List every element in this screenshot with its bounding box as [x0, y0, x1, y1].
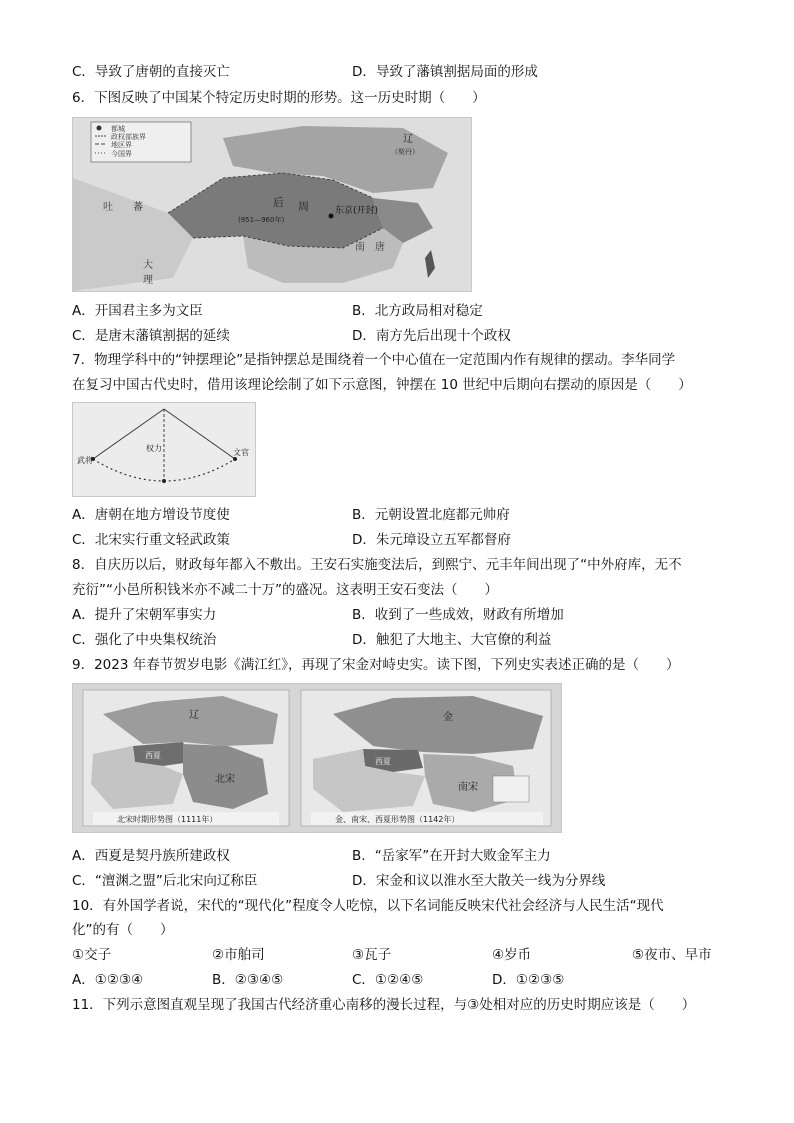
q8-option-d: D．触犯了大地主、大官僚的利益 [352, 632, 552, 648]
q6-label-khitan: （契丹） [391, 148, 419, 156]
q6-option-b: B．北方政局相对稳定 [352, 303, 483, 319]
q9-map2-label-nansong: 南宋 [458, 782, 478, 793]
q6-stem: 6．下图反映了中国某个特定历史时期的形势。这一历史时期（ ） [72, 90, 486, 106]
q7-option-b: B．元朝设置北庭都元帅府 [352, 507, 510, 523]
q6-label-da: 大 [143, 260, 153, 271]
q6-legend-border: 今国界 [111, 150, 132, 158]
q9-option-b: B．“岳家军”在开封大败金军主力 [352, 848, 551, 864]
q7-stem-line1: 7．物理学科中的“钟摆理论”是指钟摆总是围绕着一个中心值在一定范围内作有规律的摆动。李华同学 [72, 352, 676, 368]
q8-option-b: B．收到了一些成效，财政有所增加 [352, 607, 564, 623]
q6-label-kaifeng: 东京(开封) [335, 206, 379, 216]
q6-label-bo: 蕃 [133, 202, 143, 213]
q7-pendulum-diagram [72, 402, 256, 497]
q8-option-a: A．提升了宋朝军事实力 [72, 607, 217, 623]
q9-option-d: D．宋金和议以淮水至大散关一线为分界线 [352, 873, 606, 889]
q9-map2-label-xixia: 西夏 [375, 757, 391, 766]
q9-map1-caption: 北宋时期形势图（1111年） [117, 815, 218, 824]
q9-map1-label-beisong: 北宋 [215, 774, 235, 785]
q10-item-1: ①交子 [72, 947, 112, 963]
q10-item-4: ④岁币 [492, 947, 532, 963]
q6-legend-capital: 都城 [111, 125, 125, 133]
q10-option-d: D．①②③⑤ [492, 972, 565, 988]
q11-stem: 11．下列示意图直观呈现了我国古代经济重心南移的漫长过程，与③处相对应的历史时期应该是（ ） [72, 997, 696, 1013]
q6-label-years: (951—960年) [238, 216, 285, 224]
q5-option-d: D．导致了藩镇割据局面的形成 [352, 64, 538, 80]
q6-option-a: A．开国君主多为文臣 [72, 303, 203, 319]
q10-stem-line1: 10．有外国学者说，宋代的“现代化”程度令人吃惊，以下名词能反映宋代社会经济与人民生活“现代 [72, 898, 664, 914]
q6-label-liao: 辽 [403, 134, 413, 145]
q6-map [72, 117, 472, 292]
q8-stem-line1: 8．自庆历以后，财政每年都入不敷出。王安石实施变法后，到熙宁、元丰年间出现了“中外府库，无不 [72, 557, 682, 573]
q6-label-hou: 后 [273, 196, 284, 209]
q6-label-tang: 唐 [375, 242, 385, 253]
q7-label-quanli: 权力 [146, 444, 162, 453]
q10-item-2: ②市舶司 [212, 947, 265, 963]
q9-option-a: A．西夏是契丹族所建政权 [72, 848, 230, 864]
q6-option-d: D．南方先后出现十个政权 [352, 328, 511, 344]
q6-label-tu: 吐 [103, 202, 113, 213]
q7-option-c: C．北宋实行重文轻武政策 [72, 532, 230, 548]
q9-stem: 9．2023 年春节贺岁电影《满江红》，再现了宋金对峙史实。读下图，下列史实表述正确的是（ ） [72, 657, 680, 673]
q7-label-wenguan: 文官 [233, 448, 249, 457]
q7-option-d: D．朱元璋设立五军都督府 [352, 532, 511, 548]
q10-stem-line2: 化”的有（ ） [72, 922, 174, 938]
q6-label-zhou: 周 [298, 200, 309, 213]
q5-option-c: C．导致了唐朝的直接灭亡 [72, 64, 230, 80]
q9-maps [72, 683, 562, 833]
q9-map2-caption: 金、南宋、西夏形势图（1142年） [335, 815, 460, 824]
q8-option-c: C．强化了中央集权统治 [72, 632, 217, 648]
q9-option-c: C．“澶渊之盟”后北宋向辽称臣 [72, 873, 258, 889]
q7-stem-line2: 在复习中国古代史时，借用该理论绘制了如下示意图，钟摆在 10 世纪中后期向右摆动的原因是（ ） [72, 377, 692, 393]
q10-item-5: ⑤夜市、早市 [632, 947, 712, 963]
q9-map1-label-xixia: 西夏 [145, 751, 161, 760]
q7-option-a: A．唐朝在地方增设节度使 [72, 507, 230, 523]
q6-legend-region: 地区界 [111, 141, 132, 149]
q6-label-li: 理 [143, 275, 153, 286]
q6-legend-regime: 政权部族界 [111, 133, 146, 141]
q9-map2-label-jin: 金 [443, 712, 453, 723]
q10-option-a: A．①②③④ [72, 972, 144, 988]
q9-map1-label-liao: 辽 [189, 710, 199, 721]
q8-stem-line2: 充衍”“小邑所积钱米亦不减二十万”的盛况。这表明王安石变法（ ） [72, 582, 498, 598]
q10-item-3: ③瓦子 [352, 947, 392, 963]
q10-option-b: B．②③④⑤ [212, 972, 284, 988]
q10-option-c: C．①②④⑤ [352, 972, 424, 988]
q6-label-nan: 南 [355, 242, 365, 253]
q7-label-wujiang: 武将 [77, 456, 93, 465]
q6-option-c: C．是唐末藩镇割据的延续 [72, 328, 230, 344]
